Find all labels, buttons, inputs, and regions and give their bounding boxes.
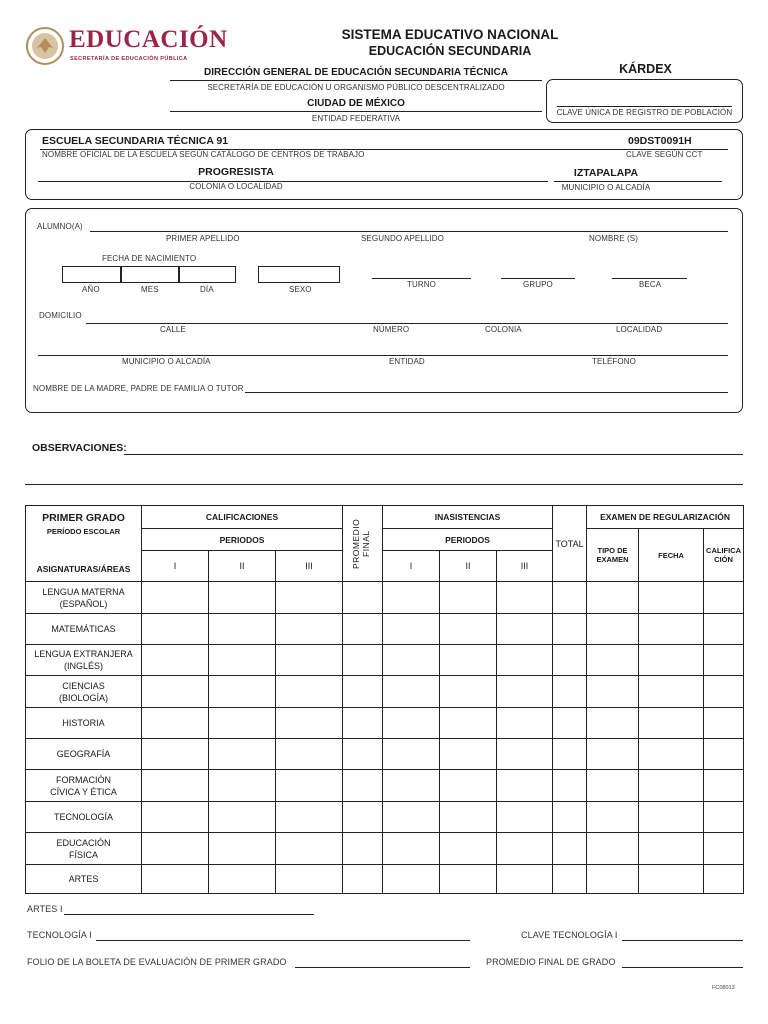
grade-cell[interactable] [553,802,587,833]
grade-cell[interactable] [440,582,497,614]
grade-cell[interactable] [383,770,440,802]
subject-line: (BIOLOGÍA) [58,692,108,703]
subject-name [26,582,142,614]
fecha-nacimiento-label: FECHA DE NACIMIENTO [102,254,197,263]
grade-cell[interactable] [343,802,383,833]
grade-cell[interactable] [343,708,383,739]
periodos-header-cal: PERIODOS [142,529,343,551]
numero-label: NÚMERO [373,325,410,334]
grade-cell[interactable] [639,708,704,739]
promedio-header [343,506,383,582]
grade-cell[interactable] [276,708,343,739]
domicilio-line[interactable] [86,323,728,324]
grade-cell[interactable] [553,614,587,645]
grade-cell[interactable] [639,582,704,614]
grade-cell[interactable] [209,802,276,833]
grade-cell[interactable] [142,708,209,739]
grade-cell[interactable] [553,865,587,894]
subject-line: GEOGRAFÍA [56,749,111,759]
table-row [26,739,744,770]
sexo-field[interactable] [258,266,340,283]
ina-period-3: III [497,551,553,582]
grade-cell[interactable] [587,802,639,833]
tipo-examen-header: TIPO DE EXAMEN [587,529,639,582]
municipio-addr-line[interactable] [38,355,728,356]
fecha-examen-header: FECHA [639,529,704,582]
curp-label: CLAVE ÚNICA DE REGISTRO DE POBLACIÓN [556,108,733,117]
observaciones-line-1[interactable] [124,454,743,455]
grade-cell[interactable] [497,770,553,802]
school-name-label: NOMBRE OFICIAL DE LA ESCUELA SEGÚN CATÁLOGO DE CENTROS DE TRABAJO [42,150,365,159]
grade-cell[interactable] [587,865,639,894]
logo-subtitle: SECRETARÍA DE EDUCACIÓN PÚBLICA [70,56,188,62]
grade-cell[interactable] [276,770,343,802]
grade-cell[interactable] [497,614,553,645]
entidad-line [170,111,542,112]
grado-label: PRIMER GRADO [42,512,125,524]
subject-line: FORMACIÓN [56,774,111,785]
domicilio-label: DOMICILIO [39,311,82,320]
grade-cell[interactable] [440,865,497,894]
grade-cell[interactable] [383,614,440,645]
telefono-label: TELÉFONO [592,357,636,366]
grade-cell[interactable] [276,645,343,676]
municipio-line [554,181,722,182]
subject-name [26,833,142,865]
grade-cell[interactable] [553,833,587,865]
subject-line: CÍVICA Y ÉTICA [50,786,117,797]
calificaciones-header: CALIFICACIONES [142,506,343,529]
grade-cell[interactable] [440,614,497,645]
table-row [26,708,744,739]
grado-cell [26,506,142,551]
grade-cell[interactable] [276,614,343,645]
grade-cell[interactable] [276,802,343,833]
beca-label: BECA [639,280,662,289]
grade-cell[interactable] [440,802,497,833]
grade-cell[interactable] [209,739,276,770]
grade-cell[interactable] [276,833,343,865]
table-row [26,770,744,802]
folio-label: FOLIO DE LA BOLETA DE EVALUACIÓN DE PRIMER GRADO [27,957,287,967]
dia-field[interactable] [178,266,236,283]
grade-cell[interactable] [142,739,209,770]
folio-line[interactable] [295,967,470,968]
subject-line: (INGLÉS) [63,661,103,671]
subject-name [26,614,142,645]
grade-cell[interactable] [343,770,383,802]
segundo-apellido-label: SEGUNDO APELLIDO [361,234,444,243]
grade-cell[interactable] [276,865,343,894]
direccion-line [170,80,542,81]
tutor-label: NOMBRE DE LA MADRE, PADRE DE FAMILIA O TUTOR [33,384,244,393]
beca-line[interactable] [612,278,687,279]
school-section [25,129,743,200]
grade-cell[interactable] [209,676,276,708]
table-row [26,833,744,865]
tutor-line[interactable] [245,392,728,393]
logo-title: EDUCACIÓN [69,26,228,53]
grade-cell[interactable] [209,582,276,614]
grade-cell[interactable] [639,645,704,676]
grade-cell[interactable] [209,645,276,676]
grade-cell[interactable] [440,739,497,770]
grade-cell[interactable] [587,676,639,708]
observaciones-line-2[interactable] [25,484,743,485]
alumno-line[interactable] [90,231,728,232]
nombre-label: NOMBRE (S) [589,234,638,243]
subject-name [26,645,142,676]
grade-cell[interactable] [497,582,553,614]
subject-name [26,865,142,894]
clave-tecnologia-line[interactable] [622,940,743,941]
grade-cell[interactable] [497,865,553,894]
grupo-line[interactable] [501,278,575,279]
grade-cell[interactable] [383,645,440,676]
grade-cell[interactable] [587,614,639,645]
grade-cell[interactable] [209,770,276,802]
grade-cell[interactable] [704,676,744,708]
municipio-value: IZTAPALAPA [573,167,639,179]
grade-cell[interactable] [383,802,440,833]
artes-footer-label: ARTES I [27,904,63,914]
logo [25,26,228,70]
grade-cell[interactable] [142,645,209,676]
total-header: TOTAL [553,506,587,582]
grade-cell[interactable] [440,770,497,802]
cal-period-1: I [142,551,209,582]
entidad-addr-label: ENTIDAD [389,357,425,366]
table-row [26,614,744,645]
grade-cell[interactable] [343,614,383,645]
grade-cell[interactable] [343,739,383,770]
grade-cell[interactable] [142,676,209,708]
grade-cell[interactable] [553,770,587,802]
localidad-label: LOCALIDAD [616,325,663,334]
grade-cell[interactable] [587,645,639,676]
periodos-header-ina: PERIODOS [383,529,553,551]
clave-tecnologia-label: CLAVE TECNOLOGÍA I [521,930,618,940]
grade-cell[interactable] [440,645,497,676]
asignaturas-header: ASIGNATURAS/ÁREAS [26,551,142,582]
grade-cell[interactable] [587,739,639,770]
grade-cell[interactable] [639,676,704,708]
cal-period-3: III [276,551,343,582]
grade-cell[interactable] [383,582,440,614]
subject-line: HISTORIA [62,718,105,728]
promedio-label: PROMEDIO FINAL [350,518,371,569]
grade-cell[interactable] [639,739,704,770]
grade-cell[interactable] [497,708,553,739]
grade-cell[interactable] [383,676,440,708]
grade-cell[interactable] [704,582,744,614]
grade-cell[interactable] [553,739,587,770]
turno-line[interactable] [372,278,471,279]
table-row [26,676,744,708]
grade-cell[interactable] [553,708,587,739]
kardex-title: KÁRDEX [619,62,672,76]
grade-cell[interactable] [704,770,744,802]
subject-line: MATEMÁTICAS [51,624,116,634]
table-row [26,645,744,676]
primer-apellido-label: PRIMER APELLIDO [166,234,240,243]
subject-name [26,770,142,802]
direccion-label: SECRETARÍA DE EDUCACIÓN U ORGANISMO PÚBLICO DESCENTRALIZADO [207,83,505,92]
grade-cell[interactable] [704,833,744,865]
grade-cell[interactable] [142,770,209,802]
grade-cell[interactable] [553,676,587,708]
header-subtitle: EDUCACIÓN SECUNDARIA [368,44,532,58]
cal-period-2: II [209,551,276,582]
grade-cell[interactable] [383,833,440,865]
grade-cell[interactable] [553,582,587,614]
subject-line: ARTES [68,874,99,884]
subject-rows [26,582,744,894]
anio-label: AÑO [82,285,100,294]
grade-cell[interactable] [639,833,704,865]
subject-name [26,802,142,833]
ina-period-1: I [383,551,440,582]
grade-cell[interactable] [343,833,383,865]
subject-line: EDUCACIÓN [56,837,111,848]
grade-cell[interactable] [343,865,383,894]
ina-period-2: II [440,551,497,582]
grade-cell[interactable] [383,739,440,770]
form-code: FC08013 [712,985,735,991]
sexo-label: SEXO [289,285,312,294]
grade-cell[interactable] [440,833,497,865]
grade-cell[interactable] [383,708,440,739]
calificacion-examen-header: CALIFICA CIÓN [704,529,744,582]
grade-cell[interactable] [440,676,497,708]
grade-cell[interactable] [343,676,383,708]
school-cct: 09DST0091H [628,135,692,147]
grade-cell[interactable] [142,614,209,645]
grade-cell[interactable] [497,645,553,676]
colonia-addr-label: COLONIA [485,325,522,334]
grade-cell[interactable] [704,865,744,894]
grade-cell[interactable] [704,708,744,739]
grade-cell[interactable] [142,833,209,865]
direccion-value: DIRECCIÓN GENERAL DE EDUCACIÓN SECUNDARIA TÉCNICA [204,67,508,78]
table-row [26,582,744,614]
tecnologia-footer-label: TECNOLOGÍA I [27,930,92,940]
grade-cell[interactable] [209,614,276,645]
grade-cell[interactable] [209,833,276,865]
grade-cell[interactable] [440,708,497,739]
subject-name [26,708,142,739]
subject-name [26,676,142,708]
subject-line: FÍSICA [68,849,98,860]
subject-line: LENGUA MATERNA [42,586,125,597]
grade-cell[interactable] [497,802,553,833]
school-cct-label: CLAVE SEGÚN CCT [626,150,703,159]
colonia-value: PROGRESISTA [198,166,274,178]
grade-cell[interactable] [142,582,209,614]
grade-cell[interactable] [587,582,639,614]
eagle-seal-icon [25,26,65,66]
header-title: SISTEMA EDUCATIVO NACIONAL [341,27,559,42]
school-name: ESCUELA SECUNDARIA TÉCNICA 91 [42,135,229,147]
table-row [26,802,744,833]
subject-name [26,739,142,770]
grades-table [25,505,744,894]
promedio-grado-line[interactable] [622,967,743,968]
grade-cell[interactable] [276,582,343,614]
grade-cell[interactable] [276,676,343,708]
grupo-label: GRUPO [523,280,553,289]
promedio-grado-label: PROMEDIO FINAL DE GRADO [486,957,616,967]
curp-line [557,106,732,107]
grade-cell[interactable] [343,645,383,676]
subject-line: CIENCIAS [62,680,105,691]
grade-cell[interactable] [497,739,553,770]
grade-cell[interactable] [497,833,553,865]
grade-cell[interactable] [209,865,276,894]
student-section [25,208,743,413]
entidad-label: ENTIDAD FEDERATIVA [311,114,401,123]
anio-field[interactable] [62,266,122,283]
mes-field[interactable] [120,266,180,283]
calle-label: CALLE [160,325,186,334]
grade-cell[interactable] [704,614,744,645]
grade-cell[interactable] [587,770,639,802]
grade-cell[interactable] [553,645,587,676]
municipio-label: MUNICIPIO O ALCADÍA [561,183,651,192]
colonia-label: COLONIA O LOCALIDAD [189,182,283,191]
grade-cell[interactable] [704,645,744,676]
observaciones-label: OBSERVACIONES: [32,442,127,454]
mes-label: MES [141,285,159,294]
municipio-addr-label: MUNICIPIO O ALCADÍA [122,357,211,366]
grade-cell[interactable] [142,865,209,894]
grade-cell[interactable] [497,676,553,708]
periodo-escolar-label: PERÍODO ESCOLAR [46,527,121,536]
grade-cell[interactable] [639,770,704,802]
grade-cell[interactable] [639,802,704,833]
examen-header: EXAMEN DE REGULARIZACIÓN [587,506,744,529]
curp-box[interactable] [546,79,743,123]
subject-line: LENGUA EXTRANJERA [34,649,133,659]
grade-cell[interactable] [276,739,343,770]
grade-cell[interactable] [209,708,276,739]
alumno-label: ALUMNO(A) [37,222,83,231]
tecnologia-footer-line[interactable] [96,940,470,941]
table-row [26,865,744,894]
grade-cell[interactable] [639,614,704,645]
grade-cell[interactable] [142,802,209,833]
grade-cell[interactable] [704,802,744,833]
artes-footer-line[interactable] [64,914,314,915]
turno-label: TURNO [407,280,436,289]
inasistencias-header: INASISTENCIAS [383,506,553,529]
grade-cell[interactable] [587,708,639,739]
dia-label: DÍA [200,285,214,294]
grade-cell[interactable] [383,865,440,894]
grade-cell[interactable] [639,865,704,894]
grade-cell[interactable] [704,739,744,770]
subject-line: (ESPAÑOL) [59,598,108,609]
entidad-value: CIUDAD DE MÉXICO [307,98,405,109]
grade-cell[interactable] [587,833,639,865]
subject-line: TECNOLOGÍA [53,812,113,822]
grade-cell[interactable] [343,582,383,614]
